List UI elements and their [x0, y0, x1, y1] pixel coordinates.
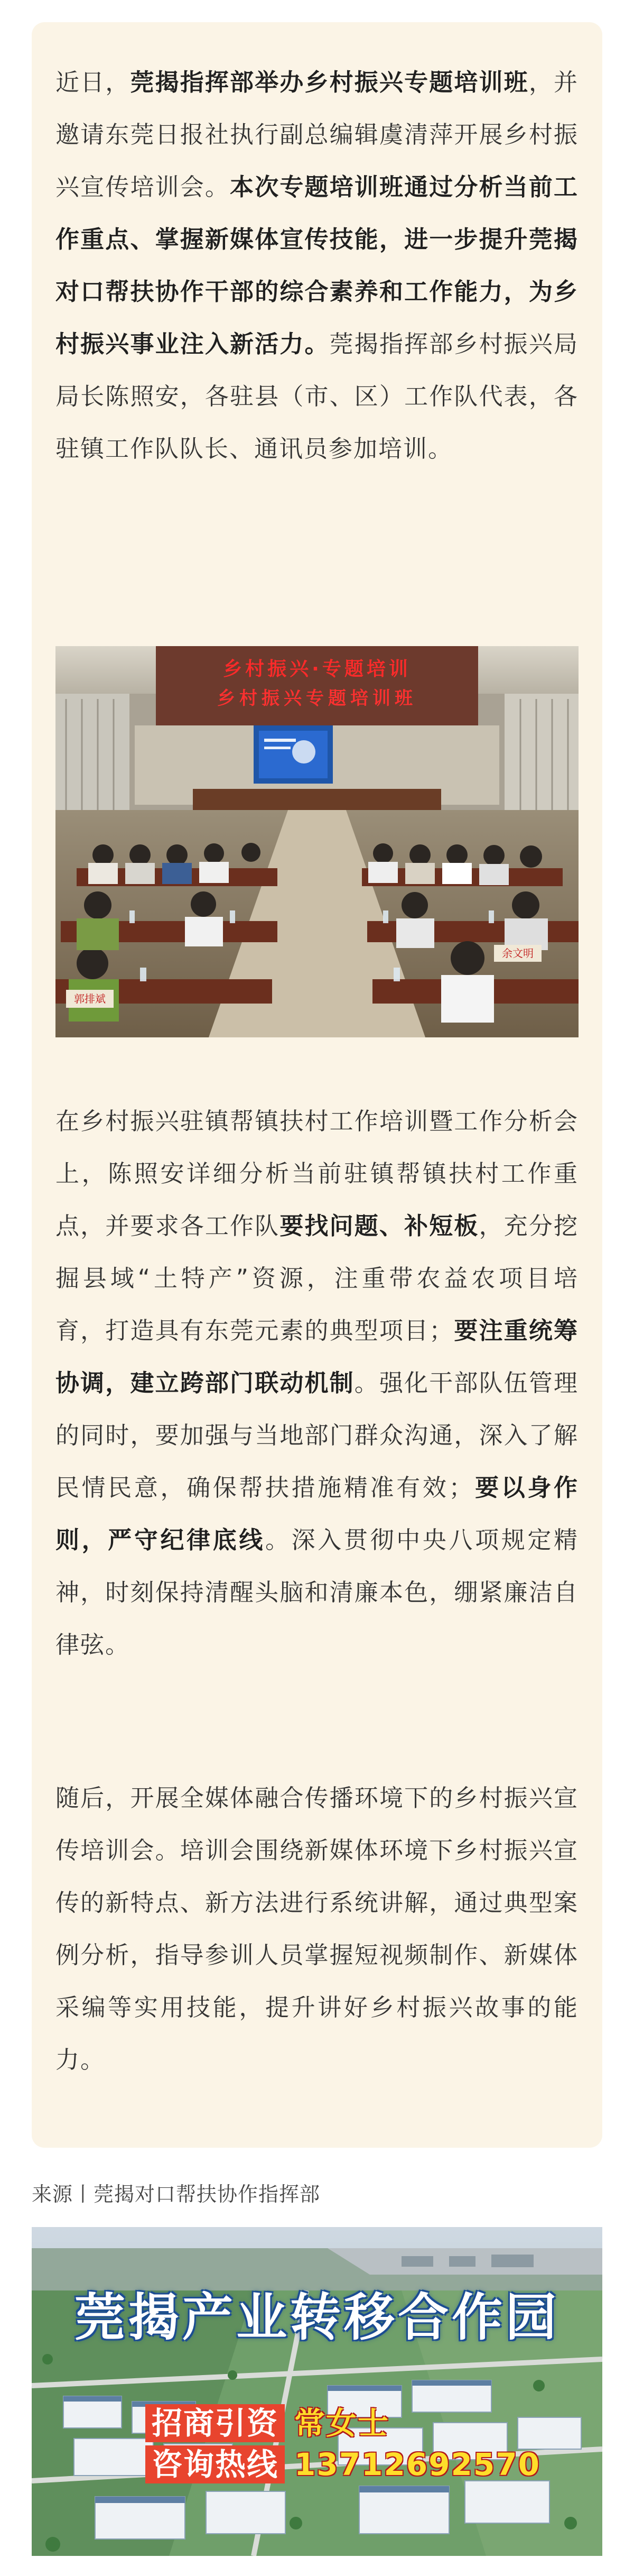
name-card-left: 郭排斌 [74, 992, 106, 1005]
paragraph-analysis-meeting [55, 1095, 579, 1671]
body-text: 莞揭指挥部乡村振兴局局长陈照安，各驻县（市、区）工作队代表，各驻镇工作队队长、通讯员参加培训。 [55, 330, 579, 463]
body-text: ，充分挖掘县域“土特产”资源，注重带农益农项目培育，打造具有东莞元素的典型项目； [55, 1212, 579, 1345]
ad-contact-name: 常女士 [294, 2405, 390, 2441]
body-text: 在乡村振兴驻镇帮镇扶村工作培训暨工作分析会上，陈照安详细分析当前驻镇帮镇扶村工作重点，并要求各工作队 [55, 1107, 579, 1240]
ad-hotline-number[interactable]: 13712692570 [294, 2446, 540, 2482]
ad-investment-tag: 招商引资 [145, 2404, 285, 2442]
name-card-right: 余文明 [502, 947, 534, 960]
photo-banner-text: 乡村振兴专题培训班 [217, 688, 417, 709]
body-text: 。深入贯彻中央八项规定精神，时刻保持清醒头脑和清廉本色，绷紧廉洁自律弦。 [55, 1526, 579, 1659]
svg-text:乡村振兴·专题培训: 乡村振兴·专题培训 [223, 658, 411, 680]
body-text: 随后，开展全媒体融合传播环境下的乡村振兴宣传培训会。培训会围绕新媒体环境下乡村振兴宣传的新特点、新方法进行系统讲解，通过典型案例分析，指导参训人员掌握短视频制作、新媒体采编等实用技能，提升讲好乡村振兴故事的能力。 [55, 1784, 579, 2074]
emphasis-text: 要找问题、补短板 [279, 1212, 479, 1240]
paragraph-media-training [55, 1772, 579, 2086]
emphasis-text: 莞揭指挥部举办乡村振兴专题培训班 [130, 68, 529, 96]
meeting-room-illustration [55, 646, 579, 1037]
ad-investment-line [145, 2404, 389, 2442]
aerial-park-illustration [32, 2227, 602, 2556]
article-card [32, 22, 602, 2148]
emphasis-text: 要以身作则，严守纪律底线 [55, 1474, 579, 1554]
source-label: 来源丨莞揭对口帮扶协作指挥部 [32, 2183, 321, 2206]
body-text: ，并邀请东莞日报社执行副总编辑虞清萍开展乡村振兴宣传培训会。 [55, 68, 579, 201]
ad-banner-title: 莞揭产业转移合作园 [74, 2288, 560, 2347]
ad-hotline-line [145, 2445, 540, 2483]
body-text: 近日， [55, 68, 130, 96]
emphasis-text: 本次专题培训班通过分析当前工作重点、掌握新媒体宣传技能，进一步提升莞揭对口帮扶协作干部的综合素养和工作能力，为乡村振兴事业注入新活力。 [55, 173, 579, 358]
training-meeting-photo [55, 646, 579, 1037]
emphasis-text: 要注重统筹协调，建立跨部门联动机制 [55, 1317, 579, 1397]
industrial-park-ad-banner[interactable] [32, 2227, 602, 2556]
body-text: 。强化干部队伍管理的同时，要加强与当地部门群众沟通，深入了解民情民意，确保帮扶措施精准有效； [55, 1369, 579, 1502]
ad-hotline-tag: 咨询热线 [145, 2445, 285, 2483]
paragraph-intro [55, 56, 579, 475]
